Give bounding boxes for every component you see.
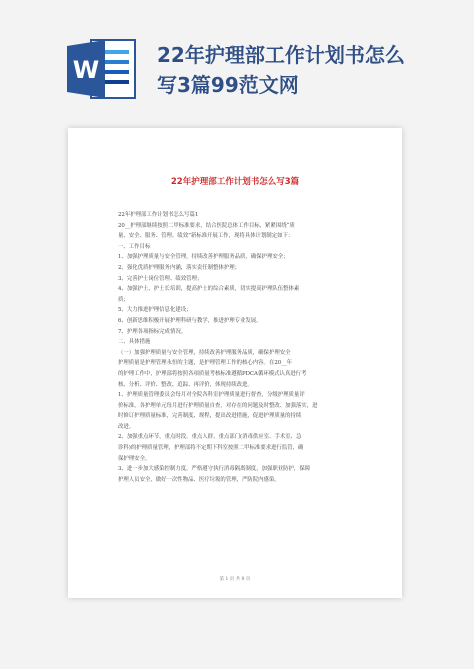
document-line: 3、进一步加大感染控制力度，严格遵守执行消毒隔离制度，加强职业防护，保障 [118, 466, 311, 473]
document-line: 的护理工作中，护理部将按照各项质量考核标准遵循PDCA循环模式认真进行考 [118, 370, 307, 377]
document-body [118, 210, 368, 485]
bottom-strip [0, 606, 474, 669]
document-line: 2、强化优质护理服务内涵，落实责任制整体护理； [118, 264, 241, 271]
document-line: 二、具体措施 [118, 339, 151, 346]
document-page [68, 128, 402, 598]
document-line: 2、加强重点环节，重点时段，重点人群、重点部门(消毒供应室、手术室、急 [118, 434, 302, 441]
word-letter: W [72, 56, 100, 84]
word-doc-icon [65, 36, 137, 102]
document-line: 改进。 [118, 423, 135, 430]
document-line: 22年护理部工作计划书怎么写篇1 [118, 212, 199, 218]
header-area [0, 0, 474, 118]
document-line: 20__护理部继续按照二甲标准要求，结合医院总体工作目标，紧紧围绕“质 [118, 222, 295, 229]
document-line: 3、完善护士岗位管理、绩效管理； [118, 275, 203, 282]
document-line: 时修订护理质量标准，完善制度、规程，提出改进措施，促进护理质量的持续 [118, 413, 302, 420]
page-title-line-2: 写3篇99范文网 [157, 73, 299, 97]
page-title [157, 40, 457, 100]
document-title: 22年护理部工作计划书怎么写3篇 [170, 177, 300, 187]
page-title-line-1: 22年护理部工作计划书怎么 [157, 43, 405, 67]
document-line: 保护理安全。 [118, 455, 151, 462]
document-line: 价标准，各护理单元每月进行护理质量自查，对存在的问题及时整改、加强落实，进 [118, 402, 318, 409]
document-line: 5、大力推进护理信息化建设； [118, 307, 192, 314]
document-line: 4、加强护士、护士长培训，提高护士的综合素质，切实提高护理队伍整体素 [118, 286, 300, 293]
document-line: 核、分析、评价、整改、追踪、再评价，体现持续改进。 [118, 381, 253, 388]
document-line: 1、护理质量管理委员会每月对全院各科室护理质量进行督查，分级护理质量评 [118, 392, 305, 399]
document-line: 6、创新思维积极开展护理科研与教学，推进护理专业发展。 [118, 317, 262, 324]
document-line: 1、加强护理质量与安全管理，持续改善护理服务品质，确保护理安全； [118, 254, 289, 261]
document-line: 护理质量是护理管理永恒的主题，是护理管理工作的核心内容。在20__年 [118, 360, 292, 367]
document-line: 质； [118, 296, 129, 303]
document-line: 7、护理各项指标完成情况。 [118, 328, 187, 335]
document-line: 诊科)的护理质量管理，护理部将不定期下科室按照二甲标准要求进行监管，确 [118, 445, 304, 452]
document-line: 量、安全、服务、管理、绩效”新标准开展工作，现将具体计划制定如下： [118, 233, 294, 240]
document-line: （一）加强护理质量与安全管理，持续改善护理服务品质，确保护理安全 [118, 349, 291, 356]
document-line: 护理人员安全，做好一次性物品、医疗垃圾的管理，严防院内感染。 [118, 476, 280, 483]
document-line: 一、工作目标 [118, 243, 151, 250]
page-indicator: 第 1 页 共 8 页 [219, 577, 251, 582]
